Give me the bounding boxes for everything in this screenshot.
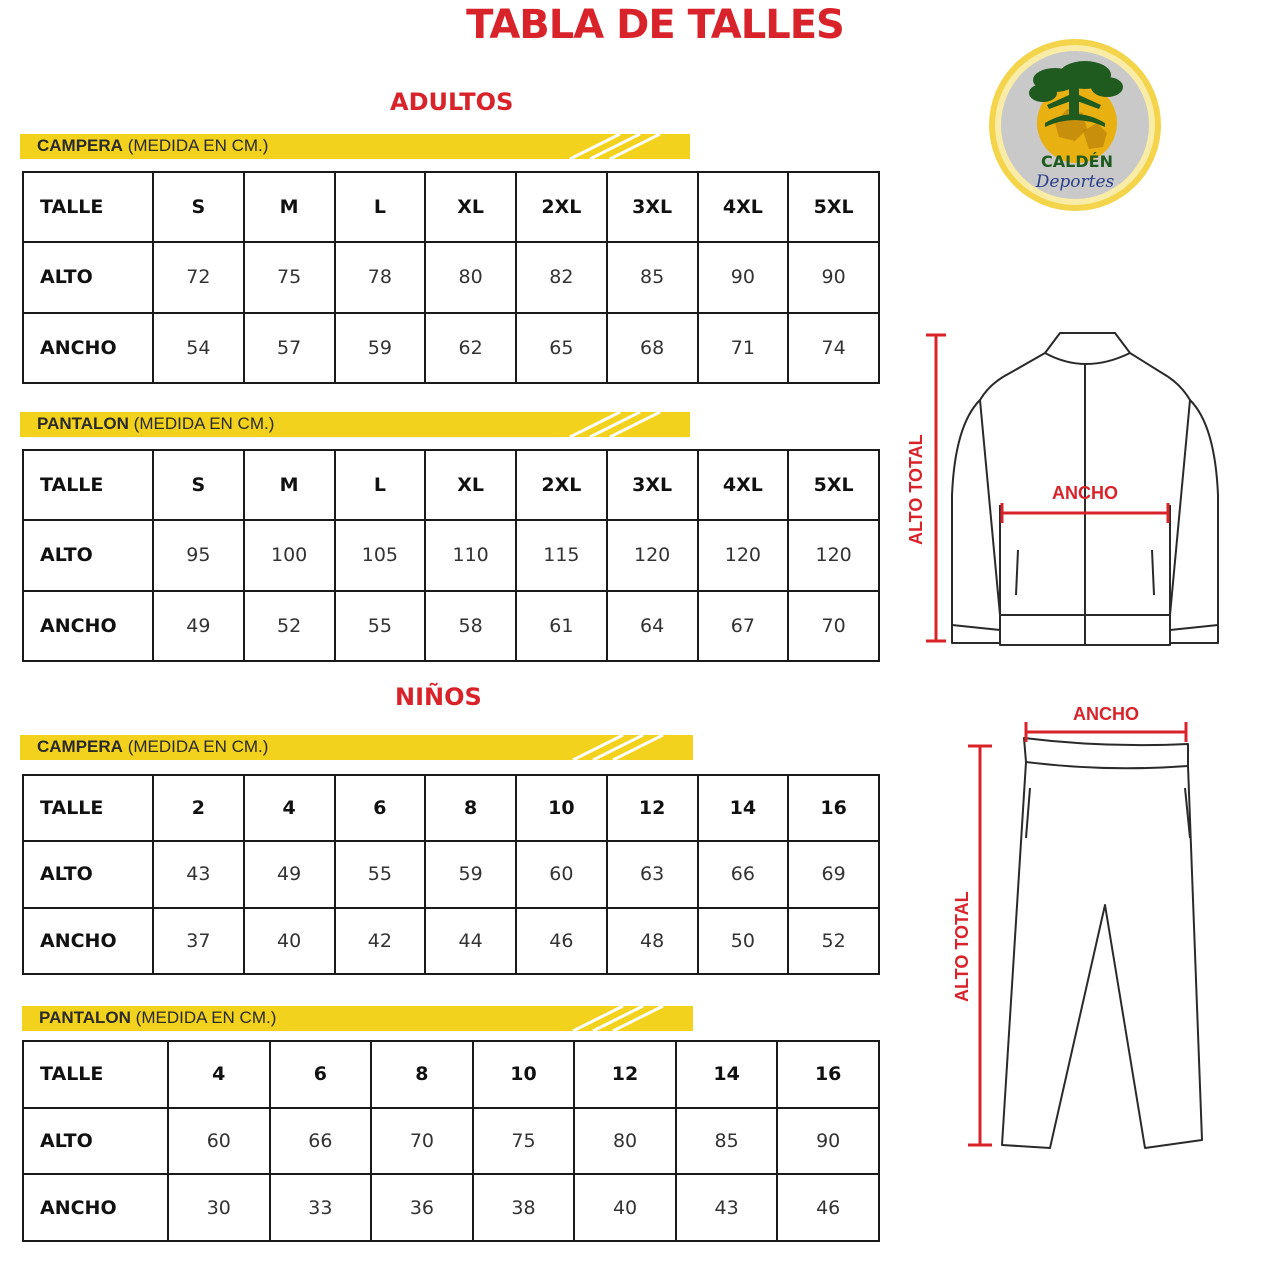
- section-kids: NIÑOS: [395, 683, 482, 711]
- size-header-cell: 4XL: [698, 172, 789, 242]
- banner-name: PANTALON: [39, 1008, 131, 1027]
- jacket-height-label: ALTO TOTAL: [906, 434, 926, 545]
- measure-cell: 36: [371, 1174, 473, 1241]
- banner-unit: (MEDIDA EN CM.): [133, 414, 275, 433]
- measure-cell: 49: [153, 591, 244, 661]
- banner-unit: (MEDIDA EN CM.): [135, 1008, 277, 1027]
- table-row: [23, 520, 879, 590]
- measure-cell: 46: [777, 1174, 879, 1241]
- measure-cell: 74: [788, 313, 879, 383]
- size-header-cell: 12: [607, 775, 698, 841]
- size-header-cell: 8: [371, 1041, 473, 1108]
- row-label: ALTO: [23, 242, 153, 312]
- measure-cell: 120: [698, 520, 789, 590]
- brand-logo: [985, 35, 1165, 215]
- measure-cell: 69: [788, 841, 879, 907]
- measure-cell: 82: [516, 242, 607, 312]
- measure-cell: 115: [516, 520, 607, 590]
- jacket-diagram: [900, 325, 1230, 655]
- measure-cell: 90: [777, 1108, 879, 1175]
- measure-cell: 52: [244, 591, 335, 661]
- logo-line2: Deportes: [1035, 172, 1115, 192]
- size-header-cell: 3XL: [607, 172, 698, 242]
- measure-cell: 40: [574, 1174, 676, 1241]
- measure-cell: 65: [516, 313, 607, 383]
- banner-kids-jacket: [20, 735, 693, 760]
- section-adults: ADULTOS: [390, 88, 514, 116]
- measure-cell: 90: [788, 242, 879, 312]
- size-header-cell: S: [153, 172, 244, 242]
- row-label: ANCHO: [23, 313, 153, 383]
- measure-cell: 70: [371, 1108, 473, 1175]
- banner-name: CAMPERA: [37, 136, 123, 155]
- stripes-decoration: [560, 134, 690, 159]
- size-header-cell: M: [244, 450, 335, 520]
- banner-unit: (MEDIDA EN CM.): [127, 136, 269, 155]
- header-label: TALLE: [23, 1041, 168, 1108]
- size-header-cell: L: [335, 450, 426, 520]
- measure-cell: 50: [698, 908, 789, 974]
- row-label: ALTO: [23, 1108, 168, 1175]
- measure-cell: 95: [153, 520, 244, 590]
- table-kids-jacket: [22, 774, 880, 975]
- table-adult-pants: [22, 449, 880, 662]
- measure-cell: 55: [335, 591, 426, 661]
- size-header-cell: 4XL: [698, 450, 789, 520]
- measure-cell: 43: [676, 1174, 778, 1241]
- table-header-row: [23, 450, 879, 520]
- measure-cell: 78: [335, 242, 426, 312]
- measure-cell: 85: [607, 242, 698, 312]
- measure-cell: 38: [473, 1174, 575, 1241]
- measure-cell: 60: [168, 1108, 270, 1175]
- table-header-row: [23, 1041, 879, 1108]
- stripes-decoration: [563, 1006, 693, 1031]
- size-header-cell: 12: [574, 1041, 676, 1108]
- stripes-decoration: [563, 735, 693, 760]
- banner-name: PANTALON: [37, 414, 129, 433]
- measure-cell: 62: [425, 313, 516, 383]
- size-header-cell: 2: [153, 775, 244, 841]
- table-header-row: [23, 775, 879, 841]
- measure-cell: 100: [244, 520, 335, 590]
- size-header-cell: L: [335, 172, 426, 242]
- measure-cell: 80: [574, 1108, 676, 1175]
- size-header-cell: XL: [425, 172, 516, 242]
- measure-cell: 46: [516, 908, 607, 974]
- table-row: [23, 1174, 879, 1241]
- measure-cell: 55: [335, 841, 426, 907]
- banner-name: CAMPERA: [37, 737, 123, 756]
- table-header-row: [23, 172, 879, 242]
- header-label: TALLE: [23, 450, 153, 520]
- measure-cell: 43: [153, 841, 244, 907]
- table-adult-jacket: [22, 171, 880, 384]
- pants-height-label: ALTO TOTAL: [952, 891, 972, 1002]
- header-label: TALLE: [23, 775, 153, 841]
- measure-cell: 120: [788, 520, 879, 590]
- banner-adult-jacket: [20, 134, 690, 159]
- logo-line1: CALDÉN: [1041, 152, 1113, 171]
- measure-cell: 57: [244, 313, 335, 383]
- row-label: ANCHO: [23, 1174, 168, 1241]
- measure-cell: 71: [698, 313, 789, 383]
- measure-cell: 75: [244, 242, 335, 312]
- measure-cell: 52: [788, 908, 879, 974]
- table-row: [23, 908, 879, 974]
- size-header-cell: 6: [270, 1041, 372, 1108]
- measure-cell: 44: [425, 908, 516, 974]
- measure-cell: 120: [607, 520, 698, 590]
- size-header-cell: 5XL: [788, 172, 879, 242]
- row-label: ANCHO: [23, 908, 153, 974]
- measure-cell: 40: [244, 908, 335, 974]
- size-header-cell: 14: [698, 775, 789, 841]
- measure-cell: 33: [270, 1174, 372, 1241]
- measure-cell: 61: [516, 591, 607, 661]
- measure-cell: 37: [153, 908, 244, 974]
- size-header-cell: 16: [788, 775, 879, 841]
- table-kids-pants: [22, 1040, 880, 1242]
- table-row: [23, 313, 879, 383]
- jacket-width-label: ANCHO: [1052, 483, 1118, 503]
- banner-kids-pants: [22, 1006, 693, 1031]
- size-header-cell: 10: [516, 775, 607, 841]
- pants-diagram: [940, 700, 1220, 1160]
- size-header-cell: 4: [168, 1041, 270, 1108]
- size-header-cell: 14: [676, 1041, 778, 1108]
- measure-cell: 30: [168, 1174, 270, 1241]
- size-header-cell: 3XL: [607, 450, 698, 520]
- measure-cell: 59: [425, 841, 516, 907]
- measure-cell: 64: [607, 591, 698, 661]
- table-row: [23, 841, 879, 907]
- size-header-cell: 4: [244, 775, 335, 841]
- size-header-cell: 6: [335, 775, 426, 841]
- measure-cell: 59: [335, 313, 426, 383]
- banner-unit: (MEDIDA EN CM.): [127, 737, 269, 756]
- stripes-decoration: [560, 412, 690, 437]
- size-header-cell: M: [244, 172, 335, 242]
- row-label: ALTO: [23, 520, 153, 590]
- page-title: TABLA DE TALLES: [466, 2, 844, 48]
- measure-cell: 66: [270, 1108, 372, 1175]
- measure-cell: 63: [607, 841, 698, 907]
- measure-cell: 48: [607, 908, 698, 974]
- measure-cell: 85: [676, 1108, 778, 1175]
- size-header-cell: 16: [777, 1041, 879, 1108]
- size-header-cell: 5XL: [788, 450, 879, 520]
- measure-cell: 42: [335, 908, 426, 974]
- row-label: ANCHO: [23, 591, 153, 661]
- header-label: TALLE: [23, 172, 153, 242]
- pants-width-label: ANCHO: [1073, 704, 1139, 724]
- table-row: [23, 1108, 879, 1175]
- measure-cell: 75: [473, 1108, 575, 1175]
- table-row: [23, 591, 879, 661]
- size-header-cell: 2XL: [516, 450, 607, 520]
- measure-cell: 66: [698, 841, 789, 907]
- measure-cell: 54: [153, 313, 244, 383]
- measure-cell: 68: [607, 313, 698, 383]
- measure-cell: 67: [698, 591, 789, 661]
- size-header-cell: XL: [425, 450, 516, 520]
- measure-cell: 90: [698, 242, 789, 312]
- size-header-cell: 8: [425, 775, 516, 841]
- measure-cell: 49: [244, 841, 335, 907]
- row-label: ALTO: [23, 841, 153, 907]
- measure-cell: 110: [425, 520, 516, 590]
- measure-cell: 58: [425, 591, 516, 661]
- measure-cell: 72: [153, 242, 244, 312]
- measure-cell: 70: [788, 591, 879, 661]
- measure-cell: 80: [425, 242, 516, 312]
- measure-cell: 105: [335, 520, 426, 590]
- size-header-cell: 10: [473, 1041, 575, 1108]
- size-header-cell: S: [153, 450, 244, 520]
- measure-cell: 60: [516, 841, 607, 907]
- size-header-cell: 2XL: [516, 172, 607, 242]
- banner-adult-pants: [20, 412, 690, 437]
- table-row: [23, 242, 879, 312]
